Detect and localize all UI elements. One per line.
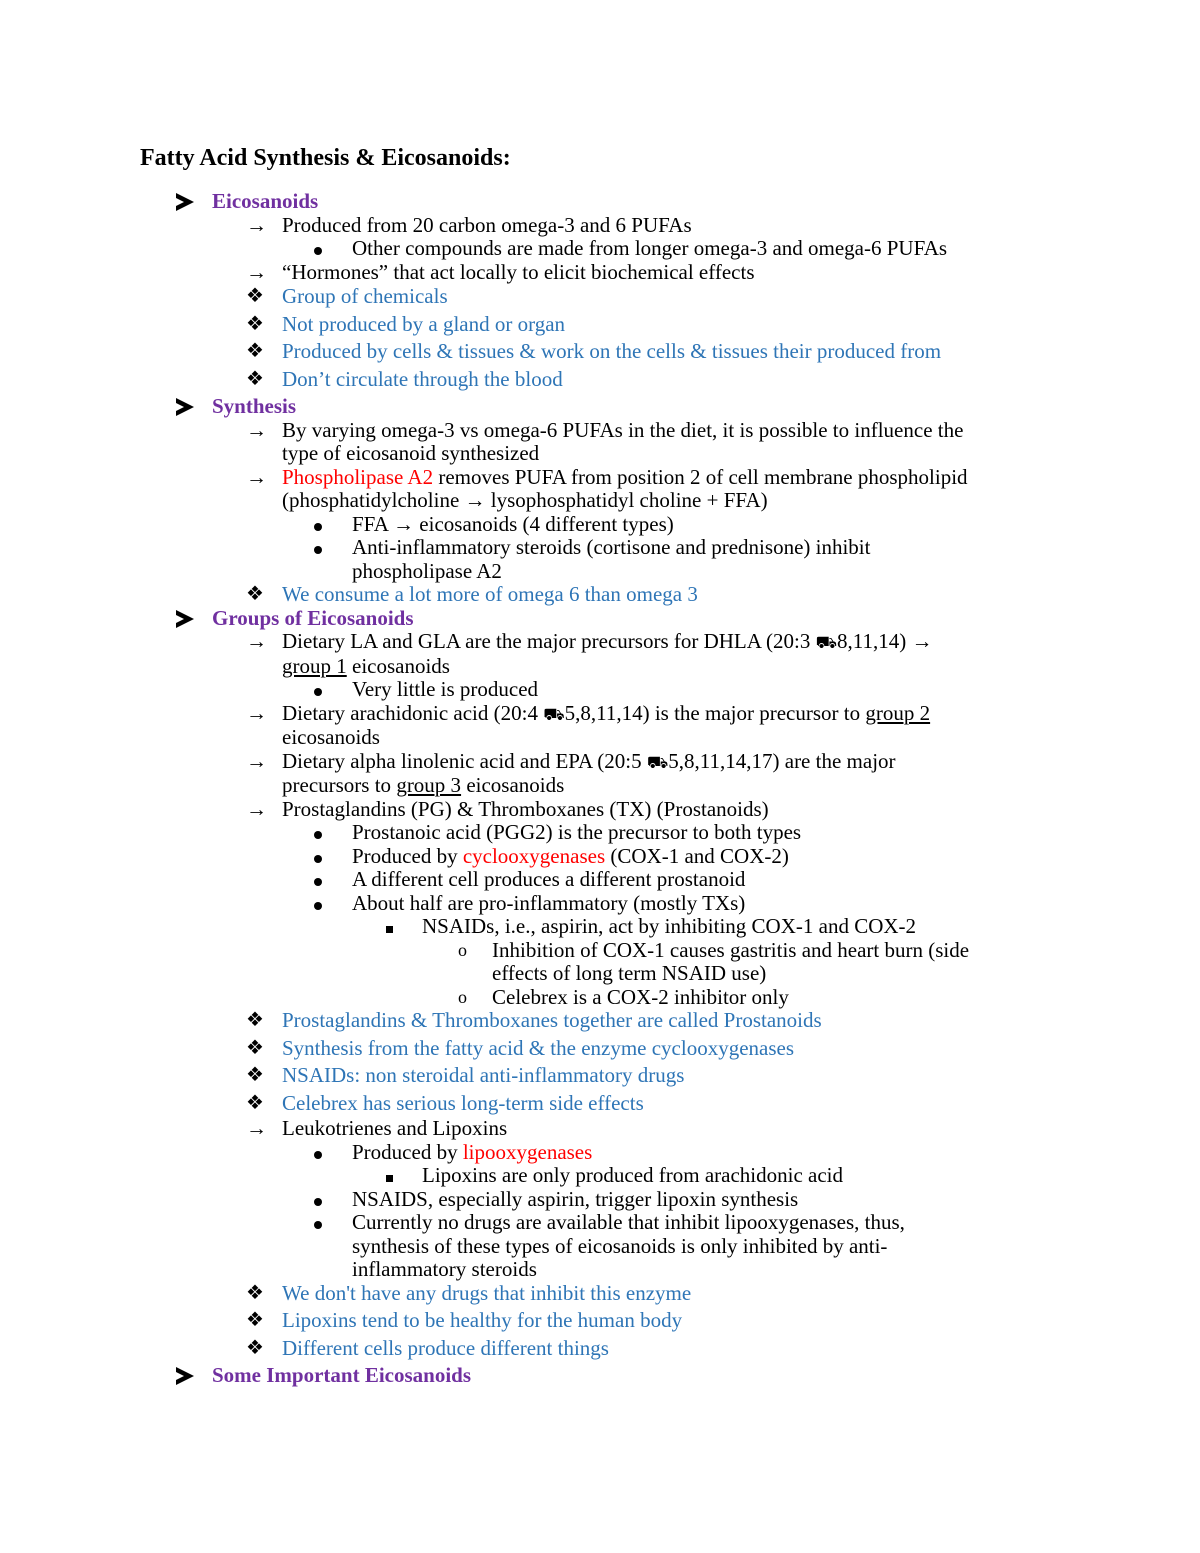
note-item — [140, 285, 1080, 309]
enzyme-term: cyclooxygenases — [462, 843, 606, 868]
list-item-continuation — [140, 489, 1080, 513]
list-item-continuation — [140, 1258, 1080, 1282]
note-item — [140, 1282, 1080, 1306]
group-term: group 1 — [282, 653, 347, 678]
item-text: NSAIDS, especially aspirin, trigger lipoxin synthesis — [352, 1186, 799, 1211]
diamond-bullet-icon: ❖ — [246, 367, 264, 390]
arrow-bullet-icon: → — [246, 417, 267, 442]
item-text: NSAIDs, i.e., aspirin, act by inhibiting COX-1 and COX-2 — [422, 914, 917, 938]
list-item-continuation — [140, 774, 1080, 798]
document-page — [140, 142, 1080, 1388]
diamond-bullet-icon: ❖ — [246, 312, 264, 335]
list-item — [140, 214, 1080, 238]
group-term: group 2 — [865, 700, 931, 725]
section-heading — [140, 607, 1080, 631]
dot-bullet-icon — [314, 1141, 322, 1165]
arrow-bullet-icon: → — [246, 796, 267, 821]
diamond-bullet-icon: ❖ — [246, 340, 264, 362]
note-item — [140, 313, 1080, 337]
list-item-continuation — [140, 655, 1080, 679]
dot-bullet-icon — [314, 678, 322, 702]
item-text: phospholipase A2 — [352, 558, 502, 583]
item-text: By varying omega-3 vs omega-6 PUFAs in the diet, it is possible to influence the — [282, 417, 964, 442]
item-text: Celebrex is a COX-2 inhibitor only — [492, 984, 789, 1009]
note-item — [140, 1064, 1080, 1088]
list-item-continuation — [140, 962, 1080, 986]
item-text: Dietary LA and GLA are the major precursors for DHLA (20:3 — [282, 629, 816, 653]
list-item — [140, 702, 1080, 727]
section-heading — [140, 190, 1080, 214]
note-item — [140, 1037, 1080, 1061]
note-text: Not produced by a gland or organ — [282, 311, 566, 336]
item-text: removes PUFA from position 2 of cell membrane phospholipid — [433, 464, 968, 489]
item-text: Produced by — [352, 1139, 463, 1164]
section-title: Some Important Eicosanoids — [212, 1363, 472, 1387]
item-text: Dietary alpha linolenic acid and EPA (20:5 — [282, 748, 647, 773]
item-text: Inhibition of COX-1 causes gastritis and heart burn (side — [492, 937, 970, 962]
diamond-bullet-icon: ❖ — [246, 1009, 264, 1031]
arrow-bullet-icon: → — [246, 1116, 267, 1140]
dot-bullet-icon — [314, 536, 322, 560]
item-text: 5,8,11,14) is the major precursor to — [564, 700, 866, 725]
diamond-bullet-icon: ❖ — [246, 1036, 264, 1059]
list-item — [140, 1117, 1080, 1141]
arrow-bullet-icon: → — [246, 748, 267, 773]
list-item — [140, 868, 1080, 892]
note-text: Celebrex has serious long-term side effects — [282, 1090, 644, 1115]
item-text: (phosphatidylcholine → lysophosphatidyl choline + FFA) — [282, 488, 768, 512]
note-item — [140, 368, 1080, 392]
dot-bullet-icon — [314, 513, 322, 537]
diamond-bullet-icon: ❖ — [246, 1336, 264, 1359]
diamond-bullet-icon: ❖ — [246, 1309, 264, 1331]
note-text: Group of chemicals — [282, 284, 448, 308]
arrow-bullet-icon: → — [246, 629, 267, 653]
diamond-bullet-icon: ❖ — [246, 1064, 264, 1086]
square-bullet-icon — [386, 915, 393, 939]
item-text: synthesis of these types of eicosanoids is only inhibited by anti- — [352, 1233, 888, 1258]
delta-symbol-icon: ⛟ — [815, 633, 837, 652]
item-text: Produced by — [352, 843, 463, 868]
item-text: 8,11,14) → — [836, 629, 933, 653]
diamond-bullet-icon: ❖ — [246, 1281, 264, 1304]
list-item — [140, 536, 1080, 560]
list-item — [140, 237, 1080, 261]
item-text: Produced from 20 carbon omega-3 and 6 PUFAs — [282, 212, 692, 237]
list-item — [140, 821, 1080, 845]
item-text: Lipoxins are only produced from arachidonic acid — [422, 1163, 844, 1187]
note-text: Synthesis from the fatty acid & the enzyme cyclooxygenases — [282, 1035, 795, 1060]
note-text: We consume a lot more of omega 6 than omega 3 — [282, 582, 698, 606]
dot-bullet-icon — [314, 868, 322, 892]
dot-bullet-icon — [314, 1211, 322, 1235]
diamond-bullet-icon: ❖ — [246, 285, 264, 307]
item-text: Prostaglandins (PG) & Thromboxanes (TX) (Prostanoids) — [282, 796, 769, 821]
note-item — [140, 1309, 1080, 1333]
document-title: Fatty Acid Synthesis & Eicosanoids: — [140, 145, 511, 171]
enzyme-term: lipooxygenases — [462, 1139, 593, 1164]
list-item — [140, 798, 1080, 822]
circle-bullet-icon: o — [458, 939, 467, 960]
item-text: (COX-1 and COX-2) — [605, 843, 789, 868]
note-item — [140, 583, 1080, 607]
arrow-bullet-icon: → — [246, 212, 267, 237]
arrowhead-bullet-icon — [176, 1364, 194, 1391]
section-heading — [140, 1364, 1080, 1388]
item-text: Prostanoic acid (PGG2) is the precursor to both types — [352, 820, 802, 844]
item-text: About half are pro-inflammatory (mostly TXs) — [352, 890, 746, 915]
delta-symbol-icon: ⛟ — [543, 704, 565, 724]
list-item — [140, 750, 1080, 775]
item-text: type of eicosanoid synthesized — [282, 441, 540, 465]
note-text: Produced by cells & tissues & work on the cells & tissues their produced from — [282, 339, 942, 363]
list-item — [140, 1141, 1080, 1165]
item-text: effects of long term NSAID use) — [492, 961, 767, 985]
item-text: FFA → eicosanoids (4 different types) — [352, 511, 674, 536]
arrow-bullet-icon: → — [246, 259, 267, 284]
list-item — [140, 915, 1080, 939]
list-item — [140, 1164, 1080, 1188]
list-item — [140, 466, 1080, 490]
item-text: precursors to — [282, 773, 397, 797]
list-item — [140, 892, 1080, 916]
dot-bullet-icon — [314, 892, 322, 916]
list-item — [140, 986, 1080, 1010]
list-item-continuation — [140, 726, 1080, 750]
dot-bullet-icon — [314, 237, 322, 261]
dot-bullet-icon — [314, 845, 322, 869]
list-item — [140, 678, 1080, 702]
item-text: Anti-inflammatory steroids (cortisone and prednisone) inhibit — [352, 535, 871, 559]
circle-bullet-icon: o — [458, 986, 467, 1007]
diamond-bullet-icon: ❖ — [246, 583, 264, 605]
section-title: Groups of Eicosanoids — [212, 605, 414, 630]
item-text: inflammatory steroids — [352, 1257, 537, 1281]
list-item — [140, 1211, 1080, 1235]
item-text: 5,8,11,14,17) are the major — [668, 748, 896, 773]
note-item — [140, 340, 1080, 364]
list-item — [140, 419, 1080, 443]
item-text: Leukotrienes and Lipoxins — [282, 1116, 508, 1140]
list-item-continuation — [140, 442, 1080, 466]
delta-symbol-icon: ⛟ — [646, 752, 669, 772]
note-text: Don’t circulate through the blood — [282, 366, 563, 391]
item-text: Very little is produced — [352, 677, 539, 701]
list-item — [140, 1188, 1080, 1212]
enzyme-term: Phospholipase A2 — [282, 464, 434, 489]
list-item — [140, 845, 1080, 869]
note-item — [140, 1092, 1080, 1116]
diamond-bullet-icon: ❖ — [246, 1091, 264, 1114]
list-item — [140, 939, 1080, 963]
group-term: group 3 — [396, 773, 462, 797]
square-bullet-icon — [386, 1164, 393, 1188]
note-item — [140, 1337, 1080, 1361]
section-heading — [140, 395, 1080, 419]
item-text: Dietary arachidonic acid (20:4 — [282, 700, 544, 725]
note-text: We don't have any drugs that inhibit this enzyme — [282, 1280, 692, 1305]
dot-bullet-icon — [314, 1188, 322, 1212]
section-title: Synthesis — [212, 394, 297, 418]
item-text: A different cell produces a different prostanoid — [352, 867, 746, 891]
item-text: Currently no drugs are available that inhibit lipooxygenases, thus, — [352, 1210, 905, 1234]
note-text: NSAIDs: non steroidal anti-inflammatory drugs — [282, 1063, 685, 1087]
arrow-bullet-icon: → — [246, 464, 267, 489]
note-text: Prostaglandins & Thromboxanes together are called Prostanoids — [282, 1008, 822, 1032]
list-item-continuation — [140, 1235, 1080, 1259]
list-item — [140, 513, 1080, 537]
item-text: eicosanoids — [282, 725, 380, 749]
item-text: “Hormones” that act locally to elicit biochemical effects — [282, 259, 755, 284]
section-title: Eicosanoids — [212, 189, 319, 213]
item-text: Other compounds are made from longer omega-3 and omega-6 PUFAs — [352, 236, 948, 260]
list-item-continuation — [140, 560, 1080, 584]
arrow-bullet-icon: → — [246, 700, 267, 725]
list-item — [140, 630, 1080, 655]
item-text: eicosanoids — [461, 773, 565, 797]
dot-bullet-icon — [314, 821, 322, 845]
note-item — [140, 1009, 1080, 1033]
list-item — [140, 261, 1080, 285]
note-text: Lipoxins tend to be healthy for the human body — [282, 1308, 683, 1332]
item-text: eicosanoids — [346, 653, 450, 678]
note-text: Different cells produce different things — [282, 1335, 609, 1360]
